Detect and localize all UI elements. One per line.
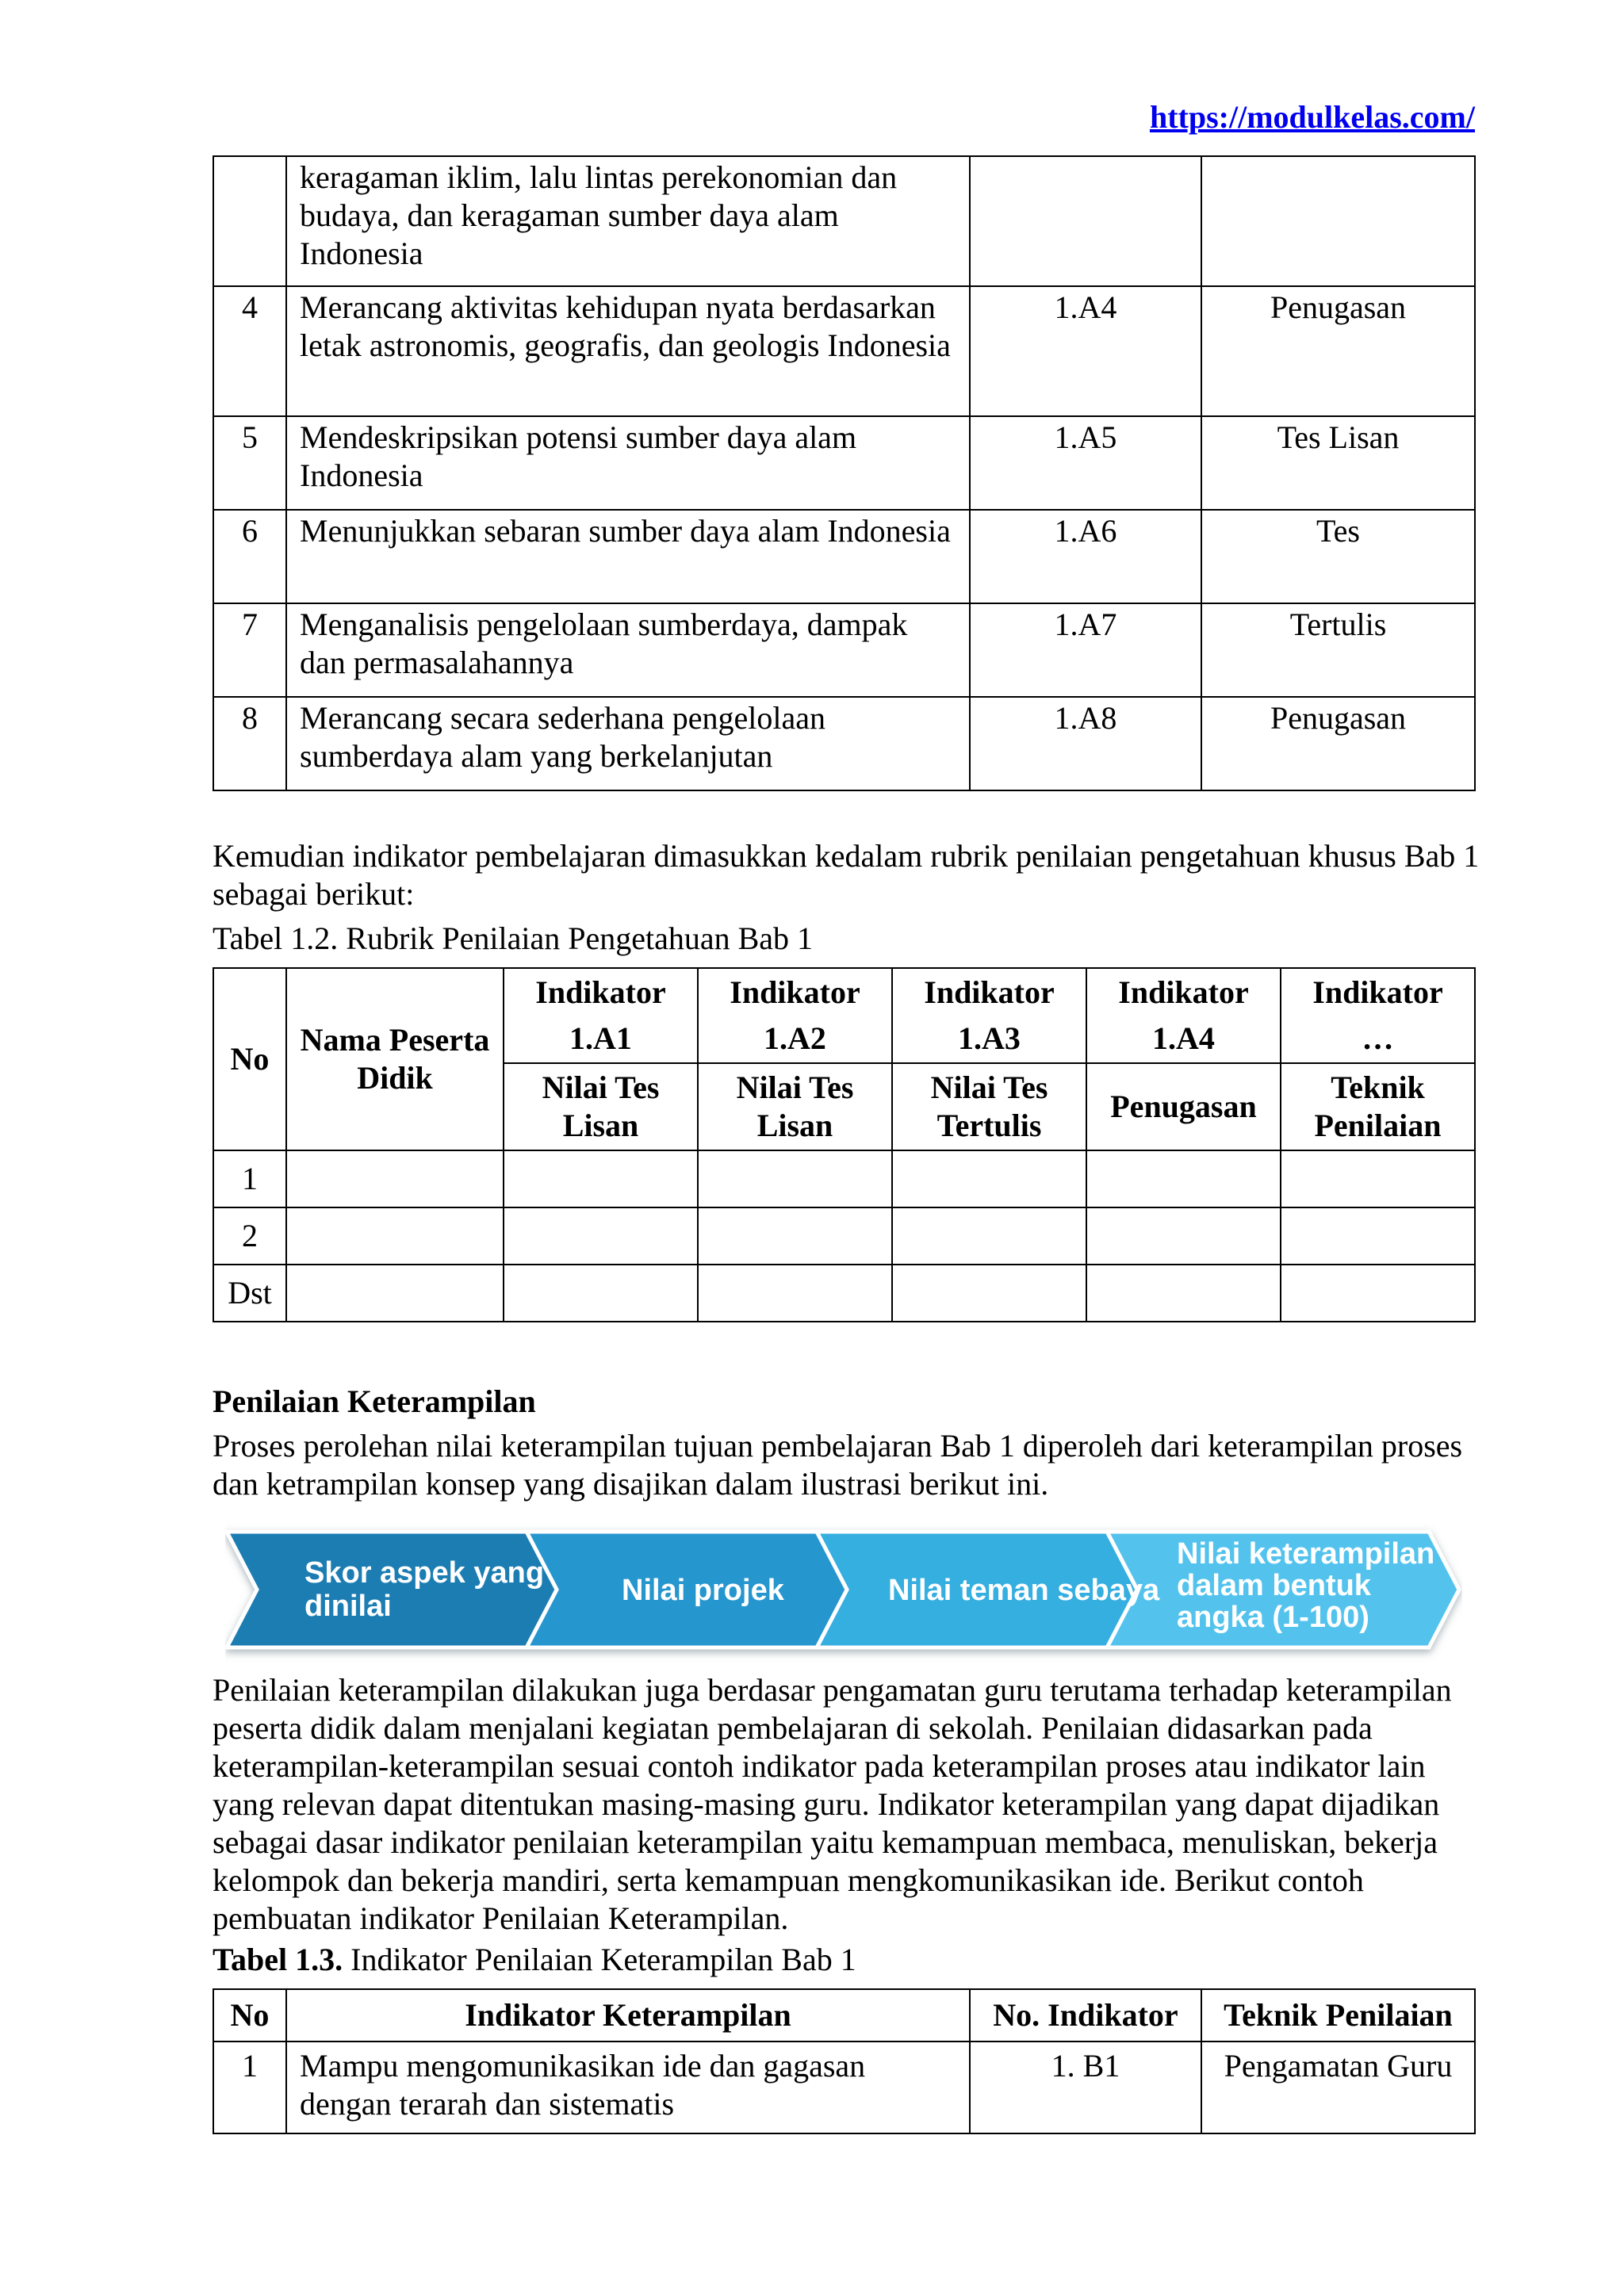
row-number: 1: [213, 1150, 286, 1207]
col-header-indicator: [1086, 968, 1281, 1063]
empty-cell: [698, 1265, 892, 1322]
indicator-label: Indikator: [1118, 974, 1249, 1010]
indicator-code: 1.A1: [569, 1020, 632, 1056]
row-number: 7: [213, 603, 286, 697]
process-paragraph: Proses perolehan nilai keterampilan tujuan pembelajaran Bab 1 diperoleh dari keterampilan proses dan ketrampilan konsep yang disajikan dalam ilustrasi berikut ini.: [213, 1428, 1463, 1502]
table-row: [213, 416, 1475, 510]
col-header-indicator: [1281, 968, 1475, 1063]
empty-cell: [698, 1207, 892, 1265]
indicator-label: Indikator: [1312, 974, 1443, 1010]
assessment-technique: Tertulis: [1201, 603, 1475, 697]
col-header-indicator: [892, 968, 1086, 1063]
col-header-skill-indicator: Indikator Keterampilan: [286, 1989, 970, 2042]
table2-caption: Tabel 1.2. Rubrik Penilaian Pengetahuan Bab 1: [213, 920, 814, 956]
empty-cell: [892, 1150, 1086, 1207]
table3-caption: [213, 1941, 856, 1979]
assessment-technique: Penugasan: [1201, 697, 1475, 790]
assessment-technique: [1201, 156, 1475, 286]
indicator-code: 1.A8: [970, 697, 1201, 790]
indicator-label: Indikator: [535, 974, 666, 1010]
indicator-text: Merancang secara sederhana pengelolaan sumberdaya alam yang berkelanjutan: [286, 697, 970, 790]
knowledge-rubric-table: [213, 967, 1476, 1322]
row-number: 2: [213, 1207, 286, 1265]
indicator-code: [970, 156, 1201, 286]
empty-cell: [504, 1207, 698, 1265]
table-header-row: [213, 1989, 1475, 2042]
indicator-label: Indikator: [924, 974, 1055, 1010]
empty-cell: [1281, 1150, 1475, 1207]
table-row: [213, 286, 1475, 416]
indicator-code: 1.A4: [1152, 1020, 1215, 1056]
table-row: [213, 603, 1475, 697]
empty-cell: [892, 1265, 1086, 1322]
row-number: 4: [213, 286, 286, 416]
col-header-indicator: [504, 968, 698, 1063]
skill-assessment-flow: [225, 1514, 1462, 1665]
skill-indicators-table: [213, 1988, 1476, 2134]
row-number: 8: [213, 697, 286, 790]
table-row: [213, 1150, 1475, 1207]
indicator-code: …: [1362, 1020, 1394, 1056]
assessment-technique: Penugasan: [1201, 286, 1475, 416]
indicator-code: 1.A5: [970, 416, 1201, 510]
technique-header: Nilai Tes Lisan: [698, 1063, 892, 1150]
table-row: [213, 1265, 1475, 1322]
assessment-paragraph: Penilaian keterampilan dilakukan juga berdasar pengamatan guru terutama terhadap keterampilan peserta didik dalam menjalani kegiatan pembelajaran di sekolah. Penilaian didasarkan pada keterampilan-keterampilan sesuai contoh indikator pada keterampilan proses atau indikator lain yang relevan dapat ditentukan masing-masing guru. Indikator keterampilan yang dapat dijadikan sebagai dasar indikator penilaian keterampilan yaitu kemampuan membaca, menuliskan, bekerja kelompok dan bekerja mandiri, serta kemampuan mengkomunikasikan ide. Berikut contoh pembuatan indikator Penilaian Keterampilan.: [213, 1672, 1452, 1936]
intro-paragraph: Kemudian indikator pembelajaran dimasukkan kedalam rubrik penilaian pengetahuan khusus Bab 1 sebagai berikut:: [213, 838, 1480, 912]
empty-cell: [1281, 1207, 1475, 1265]
indicator-code: 1.A3: [958, 1020, 1021, 1056]
indicator-text: keragaman iklim, lalu lintas perekonomian dan budaya, dan keragaman sumber daya alam Indonesia: [286, 156, 970, 286]
section-title: Penilaian Keterampilan: [213, 1383, 536, 1419]
empty-cell: [1281, 1265, 1475, 1322]
empty-cell: [698, 1150, 892, 1207]
technique-header: Teknik Penilaian: [1281, 1063, 1475, 1150]
row-number: 5: [213, 416, 286, 510]
assessment-technique: Tes Lisan: [1201, 416, 1475, 510]
col-header-indicator: [698, 968, 892, 1063]
assessment-technique: Tes: [1201, 510, 1475, 603]
indicator-code: 1.A6: [970, 510, 1201, 603]
table-row: [213, 1207, 1475, 1265]
row-number: 6: [213, 510, 286, 603]
empty-cell: [1086, 1207, 1281, 1265]
empty-cell: [504, 1150, 698, 1207]
technique-header: Nilai Tes Tertulis: [892, 1063, 1086, 1150]
learning-indicators-table: [213, 155, 1476, 791]
indicator-text: Menganalisis pengelolaan sumberdaya, dampak dan permasalahannya: [286, 603, 970, 697]
header-url-link[interactable]: https://modulkelas.com/: [1149, 99, 1475, 135]
caption-label: Tabel 1.3.: [213, 1942, 343, 1977]
table-row: [213, 510, 1475, 603]
empty-cell: [286, 1150, 504, 1207]
table-row: [213, 697, 1475, 790]
indicator-text: Merancang aktivitas kehidupan nyata berdasarkan letak astronomis, geografis, dan geologis Indonesia: [286, 286, 970, 416]
table-header-row: [213, 968, 1475, 1063]
indicator-code: 1.A4: [970, 286, 1201, 416]
flow-step-label: Nilai teman sebaya: [888, 1574, 1160, 1607]
col-header-indicator-no: No. Indikator: [970, 1989, 1201, 2042]
technique-header: Nilai Tes Lisan: [504, 1063, 698, 1150]
flow-step-label: Skor aspek yang dinilai: [304, 1556, 545, 1623]
col-header-no: No: [213, 1989, 286, 2042]
row-number: [213, 156, 286, 286]
col-header-technique: Teknik Penilaian: [1201, 1989, 1475, 2042]
table-row: [213, 156, 1475, 286]
indicator-code: 1.A7: [970, 603, 1201, 697]
indicator-code: 1.A2: [764, 1020, 826, 1056]
col-header-student-name: Nama Peserta Didik: [286, 968, 504, 1150]
flow-step-label: Nilai keterampilan dalam bentuk angka (1-100): [1177, 1537, 1435, 1634]
indicator-text: Mampu mengomunikasikan ide dan gagasan dengan terarah dan sistematis: [286, 2042, 970, 2133]
empty-cell: [286, 1207, 504, 1265]
empty-cell: [1086, 1265, 1281, 1322]
empty-cell: [892, 1207, 1086, 1265]
empty-cell: [286, 1265, 504, 1322]
technique-header: Penugasan: [1086, 1063, 1281, 1150]
col-header-no: No: [213, 968, 286, 1150]
indicator-text: Mendeskripsikan potensi sumber daya alam Indonesia: [286, 416, 970, 510]
assessment-technique: Pengamatan Guru: [1201, 2042, 1475, 2133]
row-number: 1: [213, 2042, 286, 2133]
indicator-code: 1. B1: [970, 2042, 1201, 2133]
empty-cell: [1086, 1150, 1281, 1207]
flow-step-shape: [227, 1532, 557, 1647]
caption-text: Indikator Penilaian Keterampilan Bab 1: [343, 1942, 856, 1977]
row-number: Dst: [213, 1265, 286, 1322]
indicator-text: Menunjukkan sebaran sumber daya alam Indonesia: [286, 510, 970, 603]
empty-cell: [504, 1265, 698, 1322]
flow-step-label: Nilai projek: [622, 1574, 784, 1607]
indicator-label: Indikator: [730, 974, 860, 1010]
table-row: [213, 2042, 1475, 2133]
